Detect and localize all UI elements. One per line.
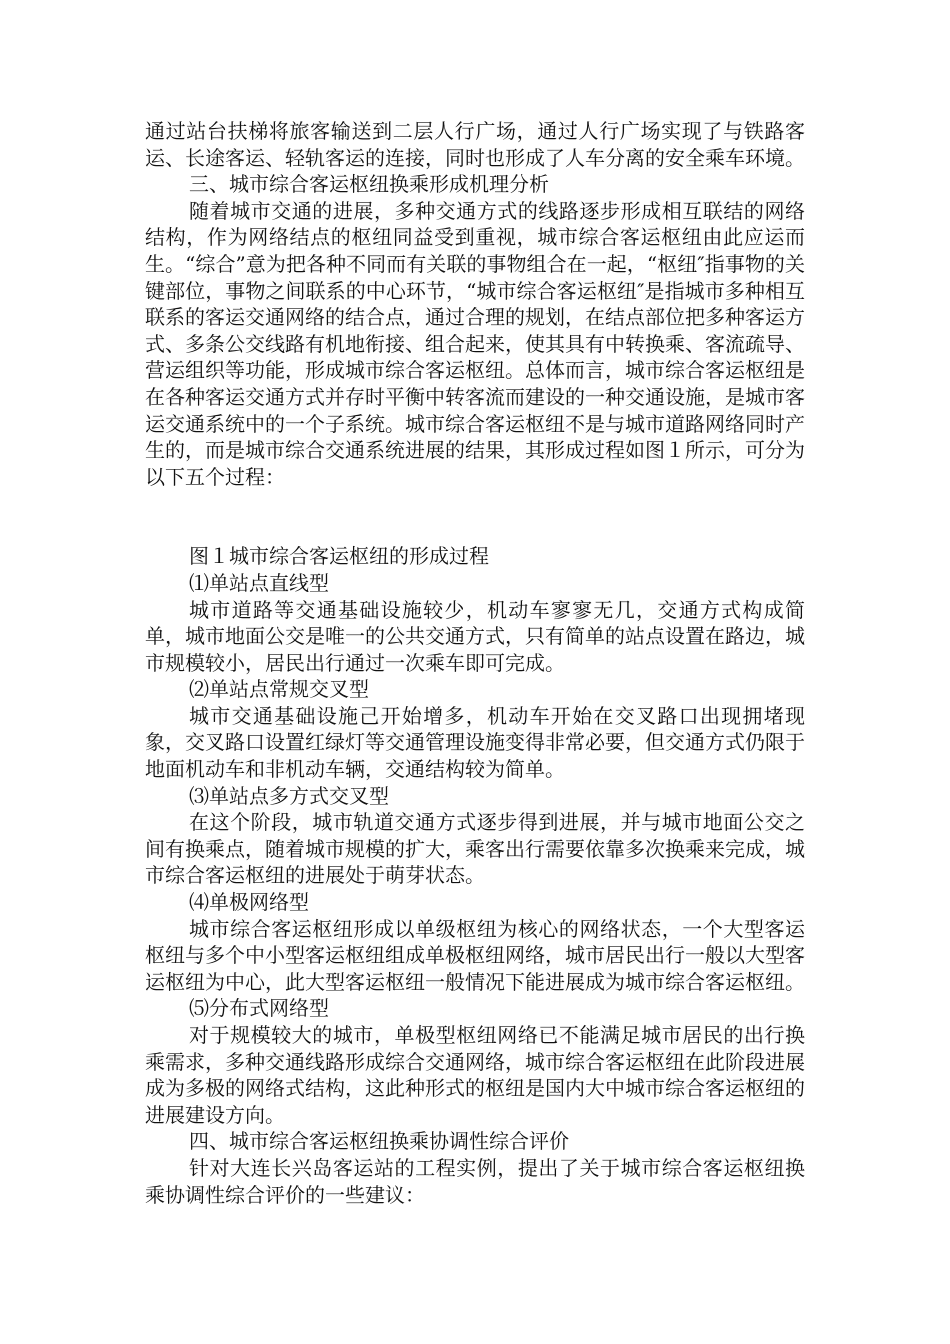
paragraph-stage-3: 在这个阶段，城市轨道交通方式逐步得到进展，并与城市地面公交之间有换乘点，随着城市规模的扩大，乘客出行需要依靠多次换乘来完成，城市综合客运枢纽的进展处于萌芽状态。 [145, 810, 805, 888]
section-heading-4: 四、城市综合客运枢纽换乘协调性综合评价 [189, 1129, 569, 1154]
subsection-heading-5: ⑸分布式网络型 [189, 996, 329, 1021]
paragraph-stage-1: 城市道路等交通基础设施较少，机动车寥寥无几，交通方式构成简单，城市地面公交是唯一的公共交通方式，只有简单的站点设置在路边，城市规模较小，居民出行通过一次乘车即可完成。 [145, 597, 805, 675]
section-heading-3: 三、城市综合客运枢纽换乘形成机理分析 [189, 172, 549, 197]
document-body [145, 118, 805, 1208]
paragraph-hub-definition: 随着城市交通的进展，多种交通方式的线路逐步形成相互联结的网络结构，作为网络结点的枢纽同益受到重视，城市综合客运枢纽由此应运而生。“综合”意为把各种不同而有关联的事物组合在一起，“枢纽″指事物的关键部位，事物之间联系的中心环节，“城市综合客运枢纽″是指城市多种相互联系的客运交通网络的结合点，通过合理的规划，在结点部位把多种客运方式、多条公交线路有机地衔接、组合起来，使其具有中转换乘、客流疏导、营运组织等功能，形成城市综合客运枢纽。总体而言，城市综合客运枢纽是在各种客运交通方式并存时平衡中转客流而建设的一种交通设施，是城市客运交通系统中的一个子系统。城市综合客运枢纽不是与城市道路网络同时产生的，而是城市综合交通系统进展的结果，其形成过程如图１所示，可分为以下五个过程： [145, 198, 805, 489]
figure-placeholder [145, 490, 805, 543]
subsection-heading-2: ⑵单站点常规交叉型 [189, 677, 369, 702]
subsection-heading-1: ⑴单站点直线型 [189, 570, 329, 595]
paragraph-stage-2: 城市交通基础设施己开始增多，机动车开始在交叉路口出现拥堵现象，交叉路口设置红绿灯等交通管理设施变得非常必要，但交通方式仍限于地面机动车和非机动车辆，交通结构较为简单。 [145, 703, 805, 782]
paragraph-stage-5: 对于规模较大的城市，单极型枢纽网络已不能满足城市居民的出行换乘需求，多种交通线路形成综合交通网络，城市综合客运枢纽在此阶段进展成为多极的网络式结构，这此种形式的枢纽是国内大中城市综合客运枢纽的进展建设方向。 [145, 1023, 805, 1127]
subsection-heading-4: ⑷单极网络型 [189, 890, 309, 915]
figure-caption: 图１城市综合客运枢纽的形成过程 [189, 544, 489, 569]
paragraph-continuation: 通过站台扶梯将旅客输送到二层人行广场，通过人行广场实现了与铁路客运、长途客运、轻轨客运的连接，同时也形成了人车分离的安全乘车环境。 [145, 119, 805, 170]
subsection-heading-3: ⑶单站点多方式交叉型 [189, 783, 389, 808]
paragraph-evaluation: 针对大连长兴岛客运站的工程实例，提出了关于城市综合客运枢纽换乘协调性综合评价的一些建议： [145, 1155, 805, 1207]
paragraph-stage-4: 城市综合客运枢纽形成以单级枢纽为核心的网络状态，一个大型客运枢纽与多个中小型客运枢纽组成单极枢纽网络，城市居民出行一般以大型客运枢纽为中心，此大型客运枢纽一般情况下能进展成为城市综合客运枢纽。 [145, 916, 805, 994]
